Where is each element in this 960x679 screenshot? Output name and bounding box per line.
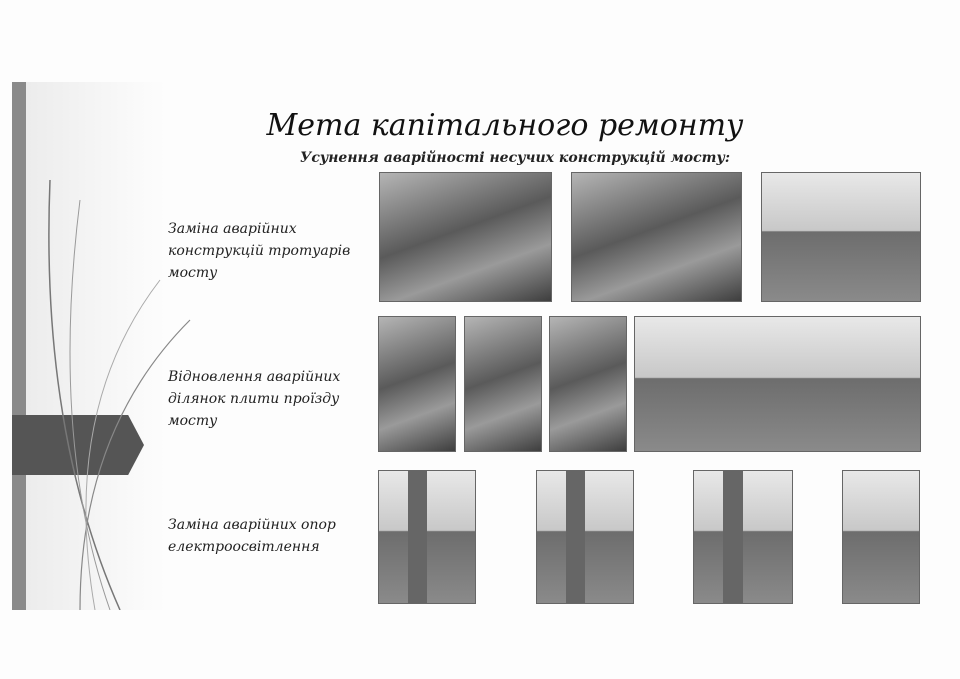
photo-bridge-aerial <box>634 316 921 452</box>
photo-lighting-pole-4 <box>842 470 920 604</box>
photo-bridge-sidewalk <box>761 172 921 302</box>
section-label-sidewalks: Заміна аварійних конструкцій тротуарів мосту <box>168 221 351 281</box>
photo-damaged-sidewalk-2 <box>571 172 742 302</box>
photo-slab-damage-3 <box>549 316 627 452</box>
page-title: Мета капітального ремонту <box>266 108 744 143</box>
page-subtitle: Усунення аварійності несучих конструкцій мосту: <box>299 150 731 166</box>
photo-lighting-pole-1 <box>378 470 476 604</box>
photo-slab-damage-1 <box>378 316 456 452</box>
section-label-roadway-slab: Відновлення аварійних ділянок плити проїзду мосту <box>168 369 341 429</box>
photo-lighting-pole-2 <box>536 470 634 604</box>
photo-slab-damage-2 <box>464 316 542 452</box>
photo-lighting-pole-3 <box>693 470 793 604</box>
section-label-lighting-poles: Заміна аварійних опор електроосвітлення <box>168 517 336 555</box>
photo-damaged-sidewalk-1 <box>379 172 552 302</box>
